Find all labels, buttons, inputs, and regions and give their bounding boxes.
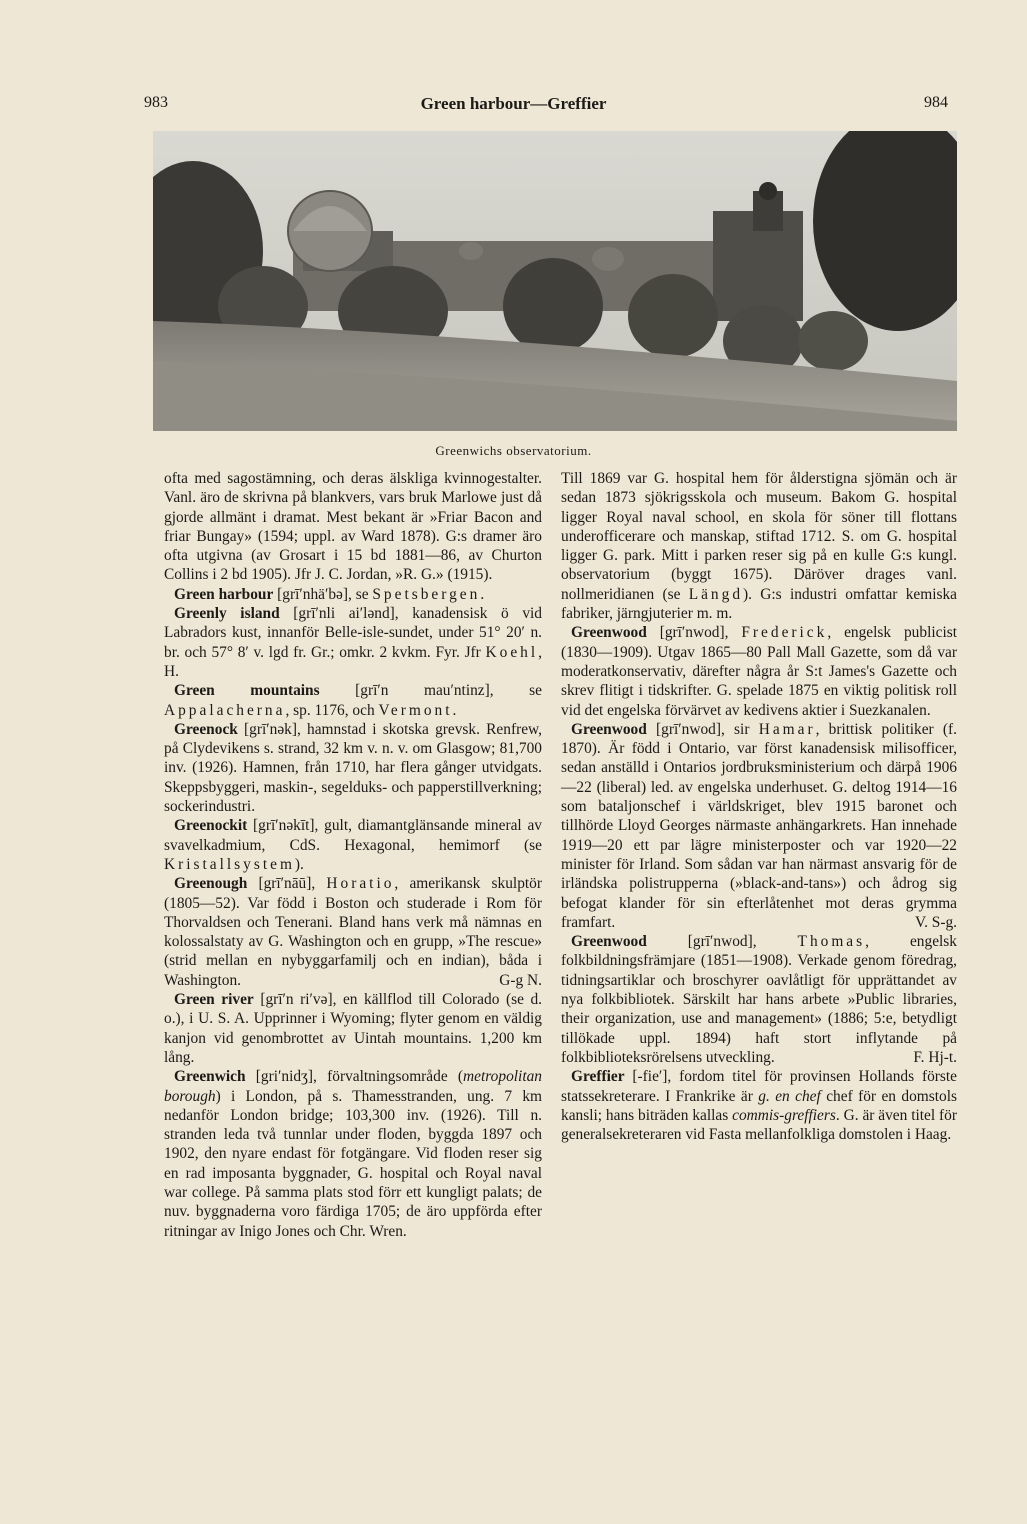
entry-greenwood-hamar [561, 720, 957, 932]
cross-reference: Koehl [485, 643, 539, 661]
left-column [164, 469, 542, 1241]
italic-term: commis-greffiers [732, 1106, 836, 1124]
entry-text: chef för en domstols kansli; hans biträden kallas [561, 1087, 957, 1124]
entry-text: [gri′nidʒ], förvaltningsområde ( [245, 1068, 464, 1086]
continued-paragraph [561, 469, 957, 623]
entry-greenwood-thomas [561, 932, 957, 1067]
cross-reference: Appalacherna [164, 701, 286, 719]
entry-greenock [164, 720, 542, 816]
person-name: Frederick [741, 624, 828, 642]
entry-text: , sp. 1176, och [285, 701, 379, 719]
entry-greenockit [164, 816, 542, 874]
entry-text: . [452, 701, 457, 719]
entry-text: [grī′n mau′ntinz], se [319, 682, 542, 700]
headword: Greenwood [571, 720, 647, 738]
figure-caption: Greenwichs observatorium. [435, 443, 592, 458]
page-number-left: 983 [144, 94, 168, 111]
headword: Greenough [174, 875, 248, 893]
cross-reference: Kristallsystem [164, 855, 295, 873]
entry-green-mountains [164, 681, 542, 720]
entry-text: . G. är även titel för generalsekreteraren vid Fasta mellanfolkliga domstolen i Haag. [561, 1106, 957, 1144]
entry-text: Till 1869 var G. hospital hem för ålderstigna sjömän och är sedan 1873 sjökrigsskola och museum. Bakom G. hospital ligger Royal naval school, en skola för söner till flottans underofficerare och manskap, stiftad 1712. S. om G. hospital ligger G. park. Mitt i parken reser sig på en kulle G:s kungl. observatorium (byggt 1675). Däröver drages vanl. nollmeridianen (se [561, 470, 957, 603]
entry-greffier [561, 1067, 957, 1144]
cross-reference: Längd [688, 585, 744, 603]
entry-text: , amerikansk skulptör (1805—52). Var född i Boston och studerade i Rom för Thorvaldsen och Tenerani. Bland hans verk må nämnas en kolossalstaty av G. Washington och en grupp, »The rescue» (strid mellan en nybyggarfamilj och en indian), båda i Washington. [164, 875, 543, 989]
entry-text: , H. [164, 643, 542, 680]
headword: Greenwich [174, 1068, 246, 1086]
entry-greenly-island [164, 604, 542, 681]
headword: Greenwood [571, 933, 647, 951]
page-number-right: 984 [924, 94, 948, 111]
italic-term: g. en chef [758, 1087, 821, 1105]
entry-greenough [164, 874, 542, 990]
entry-text: [grī′nwod], [646, 624, 742, 642]
running-title: Green harbour—Greffier [420, 94, 607, 113]
entry-green-river [164, 990, 542, 1067]
italic-term: metropolitan borough [164, 1068, 542, 1105]
cross-reference: Spetsbergen [372, 585, 481, 603]
person-name: Thomas [797, 933, 866, 951]
observatory-photo [153, 131, 957, 431]
headword: Green harbour [174, 585, 274, 603]
author-signature: F. Hj-t. [913, 1048, 957, 1066]
entry-text: [grī′nəkīt], gult, diamantglänsande mineral av svavelkadmium, CdS. Hexagonal, hemimorf (se [164, 817, 542, 854]
entry-text: [grī′nək], hamnstad i skotska grevsk. Renfrew, på Clydevikens s. strand, 32 km v. n. v. om Glasgow; 81,700 inv. (1926). Hamnen, från 1710, har flera gånger utvidgats. Skeppsbyggeri, maskin-, segelduks- och papperstillverkning; sockerindustri. [164, 720, 542, 816]
headword: Green river [174, 991, 254, 1009]
entry-text: [grī′nāū], [247, 875, 327, 893]
entry-text: [-fie′], fordom titel för provinsen Hollands förste statssekreterare. I Frankrike är [561, 1068, 957, 1105]
entry-text: ). G:s industri omfattar kemiska fabriker, järngjuterier m. m. [561, 585, 957, 623]
headword: Greenly island [174, 605, 280, 623]
headword: Greenockit [174, 817, 248, 835]
right-column [561, 469, 957, 1144]
entry-text: [grī′nwod], [646, 933, 798, 951]
headword: Greffier [571, 1068, 625, 1086]
entry-greenwich [164, 1067, 542, 1241]
person-name: Horatio [326, 875, 395, 893]
entry-text: [grī′nhä′bə], se [273, 585, 373, 603]
entry-greenwood-frederick [561, 623, 957, 719]
person-name: Hamar [758, 720, 816, 738]
entry-text: , engelsk folkbildningsfrämjare (1851—1908). Verkade genom föredrag, tidningsartiklar och broschyrer oavlåtligt för upprättandet av nya folkbibliotek. Särskilt har hans arbete »Public libraries, their organization, use and management» (1886; 5:e, betydligt tillökade uppl. 1894) haft stort inflytande på folkbiblioteksrörelsens utveckling. [561, 933, 957, 1066]
entry-text: [grī′n ri′və], en källflod till Colorado (se d. o.), i U. S. A. Upprinner i Wyoming; flyter genom en väldig kanjon vid genombrottet av Uintah mountains. 1,200 km lång. [164, 991, 542, 1066]
entry-text: [grī′nli ai′lənd], kanadensisk ö vid Labradors kust, innanför Belle-isle-sundet, under 51° 20′ n. br. och 57° 8′ v. lgd fr. Gr.; omkr. 2 kvkm. Fyr. Jfr [164, 605, 543, 661]
author-signature: G-g N. [499, 971, 542, 989]
continued-paragraph: ofta med sagostämning, och deras älskliga kvinnogestalter. Vanl. äro de skrivna på blankvers, vars bruk Marlowe just då gjorde allmänt i dramat. Mest bekant är »Friar Bacon and friar Bungay» (1594; uppl. av Ward 1878). G:s dramer äro ofta utgivna (av Grosart i 15 bd 1881—86, av Churton Collins i 2 bd 1905). Jfr J. C. Jordan, »R. G.» (1915). [164, 470, 542, 584]
entry-text: [grī′nwod], sir [646, 720, 759, 738]
entry-text: ) i London, på s. Thamesstranden, ung. 7 km nedanför London bridge; 103,300 inv. (1926). Till n. stranden leda två tunnlar under floden, byggda 1897 och 1902, den nyare endast för fotgängare. Vid floden reser sig en rad imposanta byggnader, G. hospital och Royal naval war college. På samma plats stod förr ett kungligt palats; de nuv. byggnaderna voro färdiga 1705; de äro uppförda efter ritningar av Inigo Jones och Chr. Wren. [164, 1087, 542, 1240]
entry-text: ). [294, 855, 304, 873]
entry-text: . [480, 585, 485, 603]
observatory-illustration [153, 131, 957, 431]
entry-text: , engelsk publicist (1830—1909). Utgav 1865—80 Pall Mall Gazette, som då var moderatkonservativ, därefter några år S:t James's Gazette och skrev flitigt i tidskrifter. G. spelade 1875 en viktig politisk roll vid det engelska förvärvet av kedivens aktier i Suezkanalen. [561, 624, 957, 719]
cross-reference: Vermont [378, 701, 453, 719]
headword: Green mountains [174, 682, 320, 700]
author-signature: V. S-g. [914, 913, 957, 931]
headword: Greenwood [571, 624, 647, 642]
entry-green-harbour [164, 585, 542, 604]
headword: Greenock [174, 720, 238, 738]
entry-text: , brittisk politiker (f. 1870). Är född i Ontario, var först kanadensisk milisofficer, sedan anställd i Ontarios jordbruksministerium och därpå 1906—22 (liberal) led. av engelska underhuset. G. deltog 1914—16 som bataljonschef i världskriget, blev 1915 baronet och tillhörde Lloyd Georges närmaste anhängarkrets. Han innehade 1919—20 ett par lägre ministerposter och var 1920—22 minister för Irland. Som sådan var han närmast ansvarig för de irländska polistrupperna (»black-and-tans») och ådrog sig befogat klander för sin efterlåtenhet mot deras grymma framfart. [561, 720, 958, 931]
